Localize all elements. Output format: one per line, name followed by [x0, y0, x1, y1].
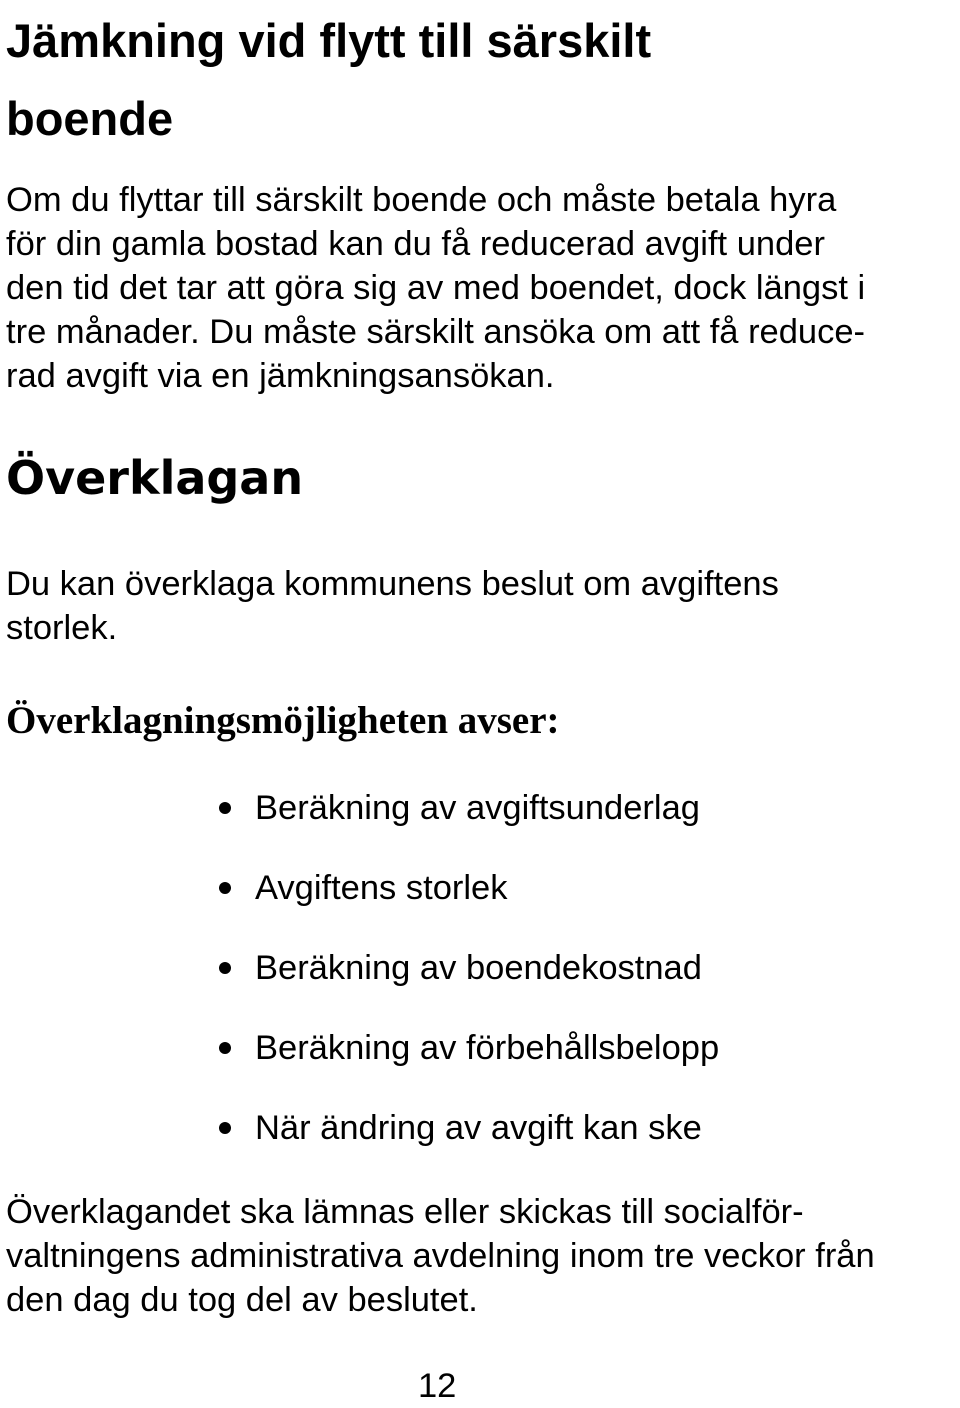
- page-number: 12: [418, 1367, 457, 1405]
- bullet-icon: [219, 962, 231, 974]
- list-item: [6, 1106, 956, 1186]
- list-item: [6, 866, 956, 946]
- appeal-paragraph: [6, 562, 956, 650]
- scope-list: [6, 786, 956, 1186]
- bullet-icon: [219, 1042, 231, 1054]
- bullet-icon: [219, 802, 231, 814]
- submission-line: den dag du tog del av beslutet.: [6, 1281, 478, 1319]
- list-item-label: Beräkning av avgiftsunderlag: [255, 789, 700, 827]
- intro-line: Om du flyttar till särskilt boende och måste betala hyra: [6, 181, 837, 219]
- intro-paragraph: [6, 178, 956, 398]
- page-title-line-1: Jämkning vid flytt till särskilt: [6, 14, 652, 67]
- scope-heading: Överklagningsmöjligheten avser:: [6, 699, 560, 742]
- submission-line: valtningens administrativa avdelning inom tre veckor från: [6, 1237, 875, 1275]
- intro-line: rad avgift via en jämkningsansökan.: [6, 357, 555, 395]
- appeal-heading: Överklagan: [6, 451, 304, 505]
- appeal-line: storlek.: [6, 609, 118, 647]
- submission-paragraph: [6, 1190, 956, 1322]
- bullet-icon: [219, 882, 231, 894]
- submission-line: Överklagandet ska lämnas eller skickas till socialför-: [6, 1193, 804, 1231]
- bullet-icon: [219, 1122, 231, 1134]
- intro-line: den tid det tar att göra sig av med boendet, dock längst i: [6, 269, 866, 307]
- page-title-line-2: boende: [6, 92, 174, 145]
- list-item: [6, 946, 956, 1026]
- list-item-label: Beräkning av boendekostnad: [255, 949, 702, 987]
- appeal-line: Du kan överklaga kommunens beslut om avgiftens: [6, 565, 779, 603]
- list-item-label: När ändring av avgift kan ske: [255, 1109, 702, 1147]
- list-item-label: Beräkning av förbehållsbelopp: [255, 1029, 720, 1067]
- list-item-label: Avgiftens storlek: [255, 869, 508, 907]
- intro-line: tre månader. Du måste särskilt ansöka om att få reduce-: [6, 313, 866, 351]
- list-item: [6, 786, 956, 866]
- page-title: [6, 2, 956, 158]
- list-item: [6, 1026, 956, 1106]
- intro-line: för din gamla bostad kan du få reducerad avgift under: [6, 225, 825, 263]
